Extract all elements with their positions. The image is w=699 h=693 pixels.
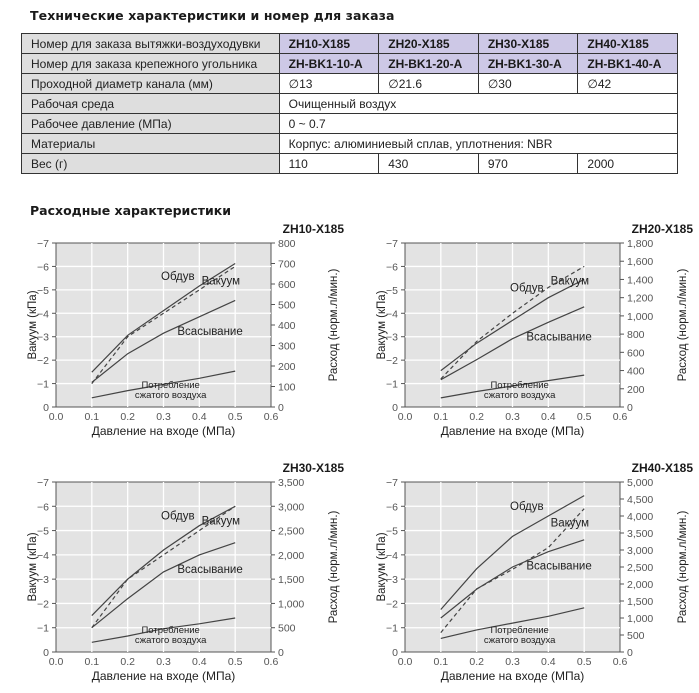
y-left-tick-label: −1 [386,378,398,391]
x-tick-label: 0.0 [48,656,64,668]
y-left-tick-label: −3 [386,331,398,344]
row-value: ∅30 [478,74,578,94]
row-value: ∅21.6 [379,74,479,94]
row-value: 2000 [578,154,678,174]
y-right-tick-label: 4,000 [627,511,654,523]
y-right-tick-label: 1,600 [627,256,654,269]
label-consumption-1: Потребление [141,625,200,636]
y-right-tick-label: 3,500 [278,477,305,489]
label-consumption-1: Потребление [490,625,549,636]
label-suction: Всасывание [177,563,243,576]
flow-heading: Расходные характеристики [30,203,231,218]
row-value: ZH40-X185 [578,34,678,54]
label-blow: Обдув [161,510,195,523]
y-left-tick-label: −7 [37,477,49,489]
y-right-tick-label: 200 [627,383,645,396]
x-tick-label: 0.3 [156,411,171,423]
label-vacuum: Вакуум [550,275,590,288]
x-axis-label: Давление на входе (МПа) [440,424,585,438]
row-value: ZH-BK1-30-A [478,54,578,74]
y-left-tick-label: −6 [386,501,398,514]
y-left-tick-label: −7 [37,238,49,250]
table-row [22,154,678,174]
y-right-tick-label: 1,000 [627,613,654,625]
y-left-tick-label: −5 [386,284,398,297]
y-left-tick-label: −4 [386,308,398,321]
label-blow: Обдув [510,282,544,295]
y-left-tick-label: −2 [386,598,398,611]
chart-title: ZH40-X185 [631,461,693,475]
y-left-tick-label: −4 [37,308,49,321]
y-right-tick-label: 4,500 [627,494,654,506]
y-right-tick-label: 0 [278,647,284,659]
x-tick-label: 0.2 [469,656,484,668]
x-tick-label: 0.6 [612,411,628,423]
y-left-tick-label: −3 [37,574,49,587]
x-tick-label: 0.4 [192,411,207,423]
row-value: 0 ~ 0.7 [279,114,677,134]
y-left-tick-label: −2 [37,598,49,611]
x-tick-label: 0.5 [576,656,592,668]
row-value: 430 [379,154,479,174]
x-tick-label: 0.2 [120,656,135,668]
row-value: ZH20-X185 [379,34,479,54]
y-right-tick-label: 800 [627,329,645,342]
y-right-tick-label: 0 [627,647,633,659]
y-left-tick-label: 0 [392,647,398,659]
x-tick-label: 0.1 [433,656,449,668]
row-label: Материалы [22,134,280,154]
x-tick-label: 0.6 [612,656,628,668]
y-right-axis-label: Расход (норм.л/мин.) [328,268,340,382]
y-left-tick-label: −6 [37,501,49,514]
y-right-tick-label: 100 [278,381,296,394]
x-tick-label: 0.5 [227,656,243,668]
x-tick-label: 0.4 [541,411,556,423]
x-tick-label: 0.1 [84,411,100,423]
table-row [22,74,678,94]
x-tick-label: 0.3 [505,656,520,668]
y-left-tick-label: −3 [37,331,49,344]
y-left-tick-label: −5 [37,284,49,297]
label-consumption-1: Потребление [141,380,200,391]
x-tick-label: 0.5 [576,411,592,423]
label-vacuum: Вакуум [201,275,241,288]
y-right-tick-label: 200 [278,361,296,373]
x-tick-label: 0.5 [227,411,243,423]
row-value: ZH-BK1-20-A [379,54,479,74]
row-label: Рабочая среда [22,94,280,114]
y-right-tick-label: 400 [627,365,645,378]
y-right-tick-label: 500 [278,622,296,635]
table-row [22,94,678,114]
y-right-tick-label: 1,000 [627,310,654,323]
y-right-tick-label: 800 [278,238,296,250]
y-right-tick-label: 5,000 [627,477,654,489]
chart-zh10 [0,213,350,445]
x-tick-label: 0.0 [48,411,64,423]
y-left-tick-label: −4 [386,549,398,562]
y-right-tick-label: 1,500 [278,574,305,587]
y-right-tick-label: 700 [278,258,296,271]
y-right-tick-label: 1,800 [627,238,654,250]
label-consumption-2: сжатого воздуха [134,390,207,401]
y-left-tick-label: −1 [386,622,398,635]
label-vacuum: Вакуум [201,515,241,528]
chart-zh20 [349,213,699,445]
row-value: ∅42 [578,74,678,94]
y-right-tick-label: 3,500 [627,528,654,540]
y-left-axis-label: Вакуум (кПа) [27,532,39,602]
y-left-tick-label: −7 [386,477,398,489]
x-tick-label: 0.1 [433,411,449,423]
y-left-tick-label: −6 [37,261,49,274]
y-left-tick-label: 0 [43,647,49,659]
x-tick-label: 0.6 [263,411,279,423]
y-right-tick-label: 2,500 [278,525,305,538]
row-value: ZH30-X185 [478,34,578,54]
label-suction: Всасывание [177,325,243,338]
x-tick-label: 0.3 [156,656,171,668]
row-value: Корпус: алюминиевый сплав, уплотнения: NBR [279,134,677,154]
y-left-tick-label: 0 [392,402,398,414]
row-value: Очищенный воздух [279,94,677,114]
x-axis-label: Давление на входе (МПа) [440,669,585,683]
y-left-tick-label: −2 [37,355,49,368]
y-right-tick-label: 1,500 [627,596,654,608]
y-right-tick-label: 1,400 [627,274,654,287]
y-right-axis-label: Расход (норм.л/мин.) [328,510,340,624]
chart-title: ZH30-X185 [282,461,344,475]
chart-zh40 [349,450,699,693]
row-label: Вес (г) [22,154,280,174]
table-row [22,114,678,134]
x-tick-label: 0.3 [505,411,520,423]
x-axis-label: Давление на входе (МПа) [91,669,236,683]
y-right-tick-label: 2,500 [627,562,654,574]
y-left-tick-label: −5 [386,525,398,538]
table-row [22,134,678,154]
y-left-tick-label: −3 [386,574,398,587]
y-left-axis-label: Вакуум (кПа) [376,290,388,360]
specs-table [21,33,678,174]
label-vacuum: Вакуум [550,517,590,530]
table-row [22,34,678,54]
row-value: ∅13 [279,74,379,94]
y-right-tick-label: 1,200 [627,292,654,305]
y-left-tick-label: −2 [386,355,398,368]
x-tick-label: 0.4 [192,656,207,668]
y-left-axis-label: Вакуум (кПа) [376,532,388,602]
label-consumption-2: сжатого воздуха [483,635,556,646]
x-tick-label: 0.2 [120,411,135,423]
y-left-tick-label: −1 [37,622,49,635]
label-blow: Обдув [510,501,544,513]
row-value: ZH-BK1-10-A [279,54,379,74]
y-right-tick-label: 600 [627,347,645,360]
label-suction: Всасывание [526,331,592,344]
label-blow: Обдув [161,271,195,284]
y-left-tick-label: −6 [386,261,398,274]
y-right-tick-label: 600 [278,279,296,291]
chart-zh30 [0,450,350,693]
y-left-tick-label: −5 [37,525,49,538]
label-suction: Всасывание [526,560,592,573]
x-tick-label: 0.0 [397,656,413,668]
y-right-tick-label: 3,000 [278,501,305,514]
y-right-tick-label: 0 [627,402,633,414]
y-right-tick-label: 300 [278,340,296,353]
label-consumption-2: сжатого воздуха [483,390,556,401]
y-right-tick-label: 400 [278,320,296,332]
label-consumption-2: сжатого воздуха [134,635,207,646]
y-right-tick-label: 500 [627,630,645,642]
y-right-tick-label: 2,000 [627,579,654,591]
y-right-tick-label: 2,000 [278,549,305,562]
chart-title: ZH20-X185 [631,222,693,236]
row-value: 970 [478,154,578,174]
y-right-tick-label: 0 [278,402,284,414]
y-left-tick-label: −7 [386,238,398,250]
label-consumption-1: Потребление [490,380,549,391]
chart-title: ZH10-X185 [282,222,344,236]
x-tick-label: 0.6 [263,656,279,668]
x-tick-label: 0.2 [469,411,484,423]
y-left-tick-label: −1 [37,378,49,391]
x-axis-label: Давление на входе (МПа) [91,424,236,438]
y-right-axis-label: Расход (норм.л/мин.) [677,510,689,624]
table-row [22,54,678,74]
row-label: Номер для заказа крепежного угольника [22,54,280,74]
y-right-axis-label: Расход (норм.л/мин.) [677,268,689,382]
row-value: 110 [279,154,379,174]
specs-heading: Технические характеристики и номер для заказа [30,8,395,23]
y-right-tick-label: 3,000 [627,545,654,557]
x-tick-label: 0.4 [541,656,556,668]
row-label: Проходной диаметр канала (мм) [22,74,280,94]
row-value: ZH10-X185 [279,34,379,54]
row-label: Рабочее давление (МПа) [22,114,280,134]
row-value: ZH-BK1-40-A [578,54,678,74]
y-right-tick-label: 500 [278,299,296,312]
y-right-tick-label: 1,000 [278,598,305,611]
y-left-tick-label: 0 [43,402,49,414]
y-left-tick-label: −4 [37,549,49,562]
y-left-axis-label: Вакуум (кПа) [27,290,39,360]
row-label: Номер для заказа вытяжки-воздуходувки [22,34,280,54]
x-tick-label: 0.0 [397,411,413,423]
x-tick-label: 0.1 [84,656,100,668]
